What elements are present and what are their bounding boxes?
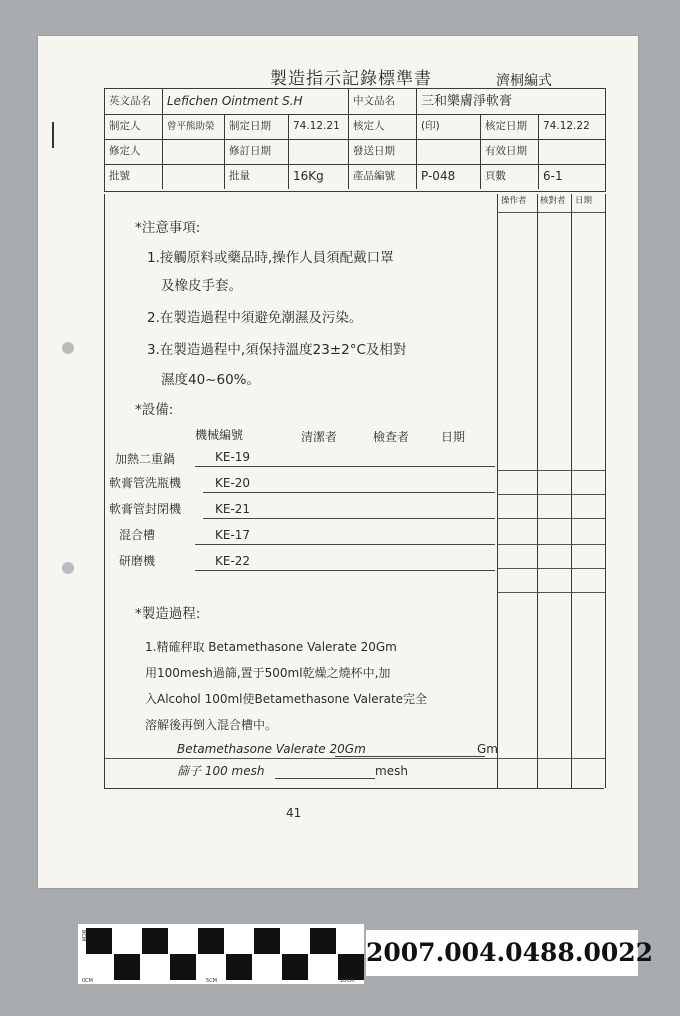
- accession-number: 2007.004.0488.0022: [366, 930, 638, 976]
- equipment-fill-line: [203, 518, 495, 519]
- process-line-1: 1.精確秤取 Betamethasone Valerate 20Gm: [145, 640, 397, 654]
- equipment-fill-line: [203, 492, 495, 493]
- scale-label-side: BCM: [80, 930, 86, 942]
- checker-square: [338, 928, 364, 954]
- record-line-1-label: Betamethasone Valerate 20Gm: [177, 742, 366, 756]
- column-date: 日期: [575, 196, 593, 206]
- equipment-name: 軟膏管封閉機: [109, 502, 182, 516]
- checker-square: [198, 954, 224, 980]
- process-line-3: 入Alcohol 100ml使Betamethasone Valerate完全: [145, 692, 428, 706]
- note-item-1a: 1.接觸原料或藥品時,操作人員須配戴口罩: [147, 250, 394, 266]
- checker-square: [254, 928, 280, 954]
- value-reviser: [163, 139, 225, 164]
- checker-square: [310, 954, 336, 980]
- label-approver: 核定人: [349, 114, 417, 139]
- margin-mark: [52, 122, 54, 148]
- header-row-maker: [105, 114, 605, 140]
- note-item-3a: 3.在製造過程中,須保持溫度23±2°C及相對: [147, 342, 407, 358]
- equipment-col-date: 日期: [441, 430, 466, 444]
- value-issue-date: [417, 139, 481, 164]
- label-amount: 批量: [225, 164, 289, 189]
- row-line-5: [497, 568, 605, 569]
- process-line-2: 用100mesh過篩,置于500ml乾燥之燒杯中,加: [145, 666, 391, 680]
- checker-square: [254, 954, 280, 980]
- header-row-reviser: [105, 139, 605, 165]
- value-approve-date: 74.12.22: [543, 120, 590, 132]
- checker-square: [142, 954, 168, 980]
- equipment-fill-line: [195, 466, 495, 467]
- value-batch: [163, 164, 225, 189]
- column-operator: 操作者: [501, 196, 527, 206]
- row-line-1: [497, 470, 605, 471]
- color-scale-bar: [78, 924, 364, 984]
- checker-square: [310, 928, 336, 954]
- form-stamp: 濟桐編式: [496, 73, 552, 89]
- column-checker: 核對者: [540, 196, 566, 206]
- label-approve-date: 核定日期: [481, 114, 539, 139]
- value-en-name: Lefichen Ointment S.H: [163, 89, 349, 114]
- row-line-4: [497, 544, 605, 545]
- label-make-date: 制定日期: [225, 114, 289, 139]
- checker-square: [86, 954, 112, 980]
- scale-label-left: 0CM: [82, 978, 93, 984]
- equipment-code: KE-19: [215, 450, 251, 464]
- checker-square: [198, 928, 224, 954]
- instruction-table: [104, 194, 606, 788]
- note-item-1b: 及橡皮手套。: [161, 278, 242, 294]
- checker-square: [86, 928, 112, 954]
- table-bottom-line: [104, 788, 604, 789]
- column-header-line: [497, 212, 605, 213]
- checker-square: [338, 954, 364, 980]
- header-row-batch: [105, 164, 605, 191]
- equipment-heading: *設備:: [135, 402, 174, 418]
- binder-hole-bottom: [62, 562, 74, 574]
- value-approver: (印): [417, 114, 481, 139]
- checker-square: [114, 928, 140, 954]
- equipment-code: KE-20: [215, 476, 251, 490]
- row-line-6: [497, 592, 605, 593]
- checker-square: [170, 928, 196, 954]
- record-line-2-label: 篩子 100 mesh: [177, 764, 265, 778]
- notes-heading: *注意事項:: [135, 220, 201, 236]
- equipment-code: KE-17: [215, 528, 251, 542]
- form-title: 製造指示記錄標準書: [270, 69, 432, 89]
- equipment-code: KE-22: [215, 554, 251, 568]
- value-maker: 曾平熊助榮: [163, 114, 225, 139]
- label-issue-date: 發送日期: [349, 139, 417, 164]
- row-line-2: [497, 494, 605, 495]
- process-heading: *製造過程:: [135, 606, 201, 622]
- equipment-name: 研磨機: [119, 554, 156, 568]
- checker-square: [142, 928, 168, 954]
- equipment-name: 軟膏管洗瓶機: [109, 476, 182, 490]
- value-make-date: 74.12.21: [289, 114, 349, 139]
- record-line-1-fill: [335, 756, 485, 757]
- record-line-2-fill: [275, 778, 375, 779]
- label-page: 頁數: [481, 164, 539, 189]
- page-number: 41: [286, 806, 302, 820]
- binder-hole-top: [62, 342, 74, 354]
- label-valid-date: 有效日期: [481, 139, 539, 164]
- column-divider-1: [497, 194, 498, 788]
- note-item-2: 2.在製造過程中須避免潮濕及污染。: [147, 310, 363, 326]
- checker-square: [282, 954, 308, 980]
- checker-square: [226, 928, 252, 954]
- equipment-name: 加熱二重鍋: [115, 452, 176, 466]
- label-revise-date: 修訂日期: [225, 139, 289, 164]
- scale-label-mid: 5CM: [206, 978, 217, 984]
- value-code: P-048: [417, 164, 481, 189]
- label-cn-name: 中文品名: [349, 89, 417, 114]
- equipment-col-machine-no: 機械編號: [195, 428, 244, 442]
- label-reviser: 修定人: [105, 139, 163, 164]
- record-row-line: [105, 758, 605, 759]
- value-page: 6-1: [543, 169, 563, 183]
- checker-square: [114, 954, 140, 980]
- column-divider-3: [571, 194, 572, 788]
- process-line-4: 溶解後再倒入混合槽中。: [145, 718, 278, 732]
- value-revise-date: [289, 139, 349, 164]
- note-item-3b: 濕度40~60%。: [161, 372, 260, 388]
- label-code: 產品編號: [349, 164, 417, 189]
- equipment-code: KE-21: [215, 502, 251, 516]
- value-amount: 16Kg: [289, 164, 349, 189]
- label-en-name: 英文品名: [105, 89, 163, 114]
- column-divider-2: [537, 194, 538, 788]
- value-cn-name: 三和樂膚淨軟膏: [421, 94, 513, 109]
- label-batch: 批號: [105, 164, 163, 189]
- document-sheet: [38, 36, 638, 888]
- equipment-col-cleaner: 清潔者: [301, 430, 338, 444]
- equipment-col-inspector: 檢查者: [373, 430, 410, 444]
- row-line-3: [497, 518, 605, 519]
- checker-square: [226, 954, 252, 980]
- checker-square: [170, 954, 196, 980]
- label-maker: 制定人: [105, 114, 163, 139]
- header-table: [104, 88, 606, 192]
- equipment-name: 混合槽: [119, 528, 156, 542]
- equipment-fill-line: [195, 570, 495, 571]
- checker-square: [282, 928, 308, 954]
- record-line-2-unit: mesh: [375, 764, 408, 778]
- record-line-1-unit: Gm: [477, 742, 498, 756]
- header-row-name: [105, 89, 605, 115]
- equipment-fill-line: [195, 544, 495, 545]
- scale-label-right: 10CM: [340, 978, 355, 984]
- value-valid-date: [539, 139, 605, 164]
